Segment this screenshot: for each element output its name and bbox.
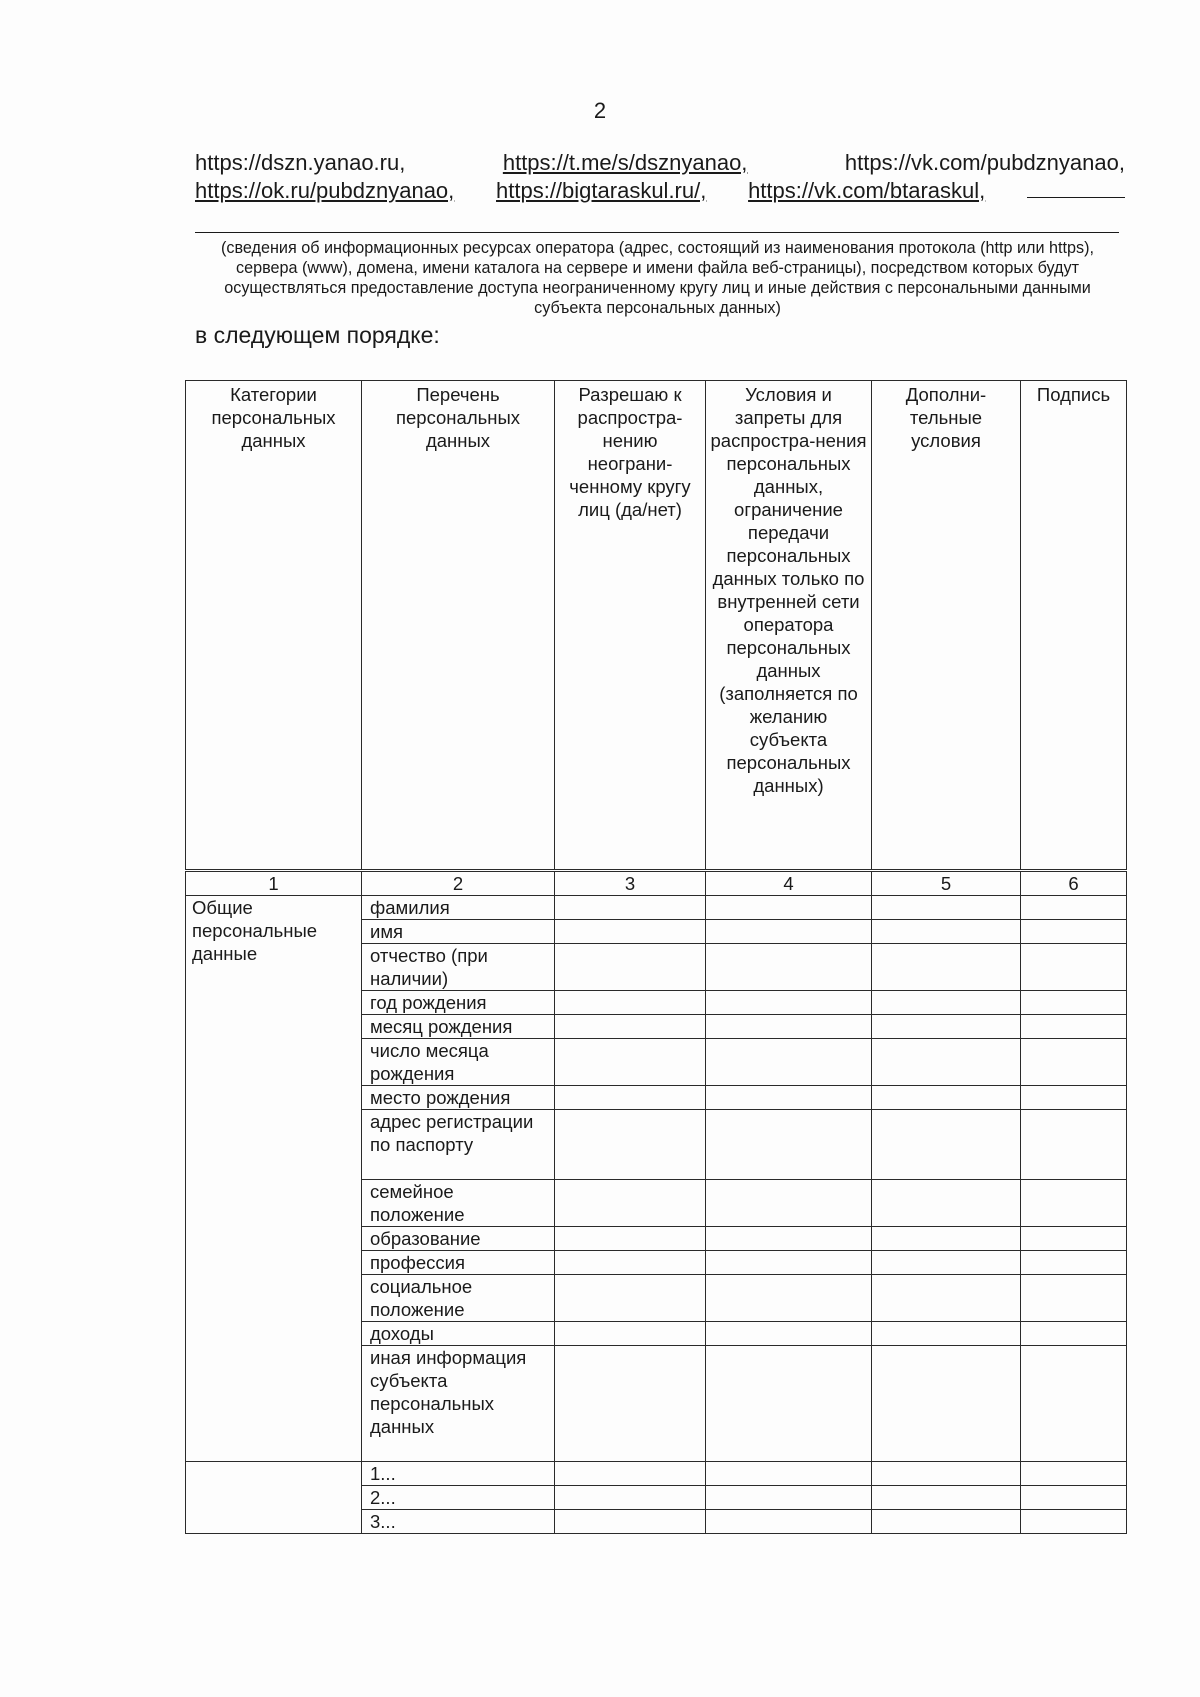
- conditions-cell[interactable]: [706, 920, 872, 944]
- item-cell: 1...: [362, 1462, 555, 1486]
- additional-cell[interactable]: [872, 1251, 1021, 1275]
- conditions-cell[interactable]: [706, 896, 872, 920]
- signature-cell[interactable]: [1021, 1110, 1127, 1180]
- link-vk-btaraskul[interactable]: https://vk.com/btaraskul,: [748, 178, 986, 203]
- conditions-cell[interactable]: [706, 1086, 872, 1110]
- item-cell: профессия: [362, 1251, 555, 1275]
- additional-cell[interactable]: [872, 1086, 1021, 1110]
- permission-cell[interactable]: [555, 1039, 706, 1086]
- permission-cell[interactable]: [555, 1110, 706, 1180]
- additional-cell[interactable]: [872, 1462, 1021, 1486]
- link-telegram[interactable]: https://t.me/s/dsznyanao,: [502, 150, 748, 175]
- permission-cell[interactable]: [555, 1086, 706, 1110]
- additional-cell[interactable]: [872, 1275, 1021, 1322]
- conditions-cell[interactable]: [706, 1322, 872, 1346]
- permission-cell[interactable]: [555, 991, 706, 1015]
- signature-cell[interactable]: [1021, 1486, 1127, 1510]
- item-cell: адрес регистрации по паспорту: [362, 1110, 555, 1180]
- item-cell: имя: [362, 920, 555, 944]
- item-cell: иная информация субъекта персональных данных: [362, 1346, 555, 1462]
- item-cell: место рождения: [362, 1086, 555, 1110]
- conditions-cell[interactable]: [706, 1251, 872, 1275]
- permission-cell[interactable]: [555, 1346, 706, 1462]
- conditions-cell[interactable]: [706, 1275, 872, 1322]
- item-cell: 3...: [362, 1510, 555, 1534]
- signature-cell[interactable]: [1021, 1322, 1127, 1346]
- signature-cell[interactable]: [1021, 1462, 1127, 1486]
- column-number: 4: [706, 871, 872, 896]
- additional-cell[interactable]: [872, 1322, 1021, 1346]
- additional-cell[interactable]: [872, 1180, 1021, 1227]
- permission-cell[interactable]: [555, 1015, 706, 1039]
- column-number: 5: [872, 871, 1021, 896]
- header-permission: Разрешаю к распростра-нению неограни-ченному кругу лиц (да/нет): [555, 381, 706, 871]
- signature-cell[interactable]: [1021, 991, 1127, 1015]
- additional-cell[interactable]: [872, 1486, 1021, 1510]
- column-number: 3: [555, 871, 706, 896]
- item-cell: год рождения: [362, 991, 555, 1015]
- signature-cell[interactable]: [1021, 920, 1127, 944]
- header-signature: Подпись: [1021, 381, 1127, 871]
- signature-cell[interactable]: [1021, 1086, 1127, 1110]
- permission-cell[interactable]: [555, 920, 706, 944]
- category-cell-empty: [186, 1462, 362, 1534]
- signature-cell[interactable]: [1021, 1275, 1127, 1322]
- conditions-cell[interactable]: [706, 1486, 872, 1510]
- table-row: [186, 896, 1127, 920]
- signature-cell[interactable]: [1021, 1346, 1127, 1462]
- conditions-cell[interactable]: [706, 1227, 872, 1251]
- item-cell: отчество (при наличии): [362, 944, 555, 991]
- links-row-2: [195, 177, 1125, 204]
- blank-fill-line: [1027, 177, 1125, 198]
- signature-cell[interactable]: [1021, 1510, 1127, 1534]
- link-dszn[interactable]: https://dszn.yanao.ru,: [195, 150, 406, 175]
- additional-cell[interactable]: [872, 1510, 1021, 1534]
- signature-cell[interactable]: [1021, 1227, 1127, 1251]
- order-heading: в следующем порядке:: [195, 322, 440, 348]
- conditions-cell[interactable]: [706, 991, 872, 1015]
- header-additional: Дополни-тельные условия: [872, 381, 1021, 871]
- header-categories: Категории персональных данных: [186, 381, 362, 871]
- conditions-cell[interactable]: [706, 1039, 872, 1086]
- personal-data-table: [185, 380, 1127, 1534]
- conditions-cell[interactable]: [706, 1462, 872, 1486]
- signature-cell[interactable]: [1021, 1015, 1127, 1039]
- category-cell: Общие персональные данные: [186, 896, 362, 1462]
- conditions-cell[interactable]: [706, 1110, 872, 1180]
- conditions-cell[interactable]: [706, 1180, 872, 1227]
- conditions-cell[interactable]: [706, 1346, 872, 1462]
- additional-cell[interactable]: [872, 1039, 1021, 1086]
- permission-cell[interactable]: [555, 1486, 706, 1510]
- signature-cell[interactable]: [1021, 1180, 1127, 1227]
- item-cell: фамилия: [362, 896, 555, 920]
- additional-cell[interactable]: [872, 991, 1021, 1015]
- page-number: 2: [593, 98, 607, 123]
- additional-cell[interactable]: [872, 920, 1021, 944]
- permission-cell[interactable]: [555, 944, 706, 991]
- permission-cell[interactable]: [555, 1180, 706, 1227]
- item-cell: семейное положение: [362, 1180, 555, 1227]
- additional-cell[interactable]: [872, 1110, 1021, 1180]
- header-row: [186, 381, 1127, 871]
- table-row: [186, 1462, 1127, 1486]
- item-cell: месяц рождения: [362, 1015, 555, 1039]
- permission-cell[interactable]: [555, 1275, 706, 1322]
- permission-cell[interactable]: [555, 1510, 706, 1534]
- column-number: 6: [1021, 871, 1127, 896]
- signature-cell[interactable]: [1021, 1039, 1127, 1086]
- signature-cell[interactable]: [1021, 1251, 1127, 1275]
- resources-note: (сведения об информационных ресурсах оператора (адрес, состоящий из наименования протокола (http или https), сервера (www), домена, имени каталога на сервере и имени файла веб-страницы), посредством которых будут осуществляться предоставление доступа неограниченному кругу лиц и иные действия с персональными данными субъекта персональных данных): [220, 239, 1095, 317]
- item-cell: 2...: [362, 1486, 555, 1510]
- conditions-cell[interactable]: [706, 1015, 872, 1039]
- signature-cell[interactable]: [1021, 944, 1127, 991]
- item-cell: число месяца рождения: [362, 1039, 555, 1086]
- signature-cell[interactable]: [1021, 896, 1127, 920]
- permission-cell[interactable]: [555, 1227, 706, 1251]
- permission-cell[interactable]: [555, 896, 706, 920]
- additional-cell[interactable]: [872, 896, 1021, 920]
- column-number: 2: [362, 871, 555, 896]
- header-conditions: Условия и запреты для распростра-нения персональных данных, ограничение передачи персональных данных только по внутренней сети оператора персональных данных (заполняется по желанию субъекта персональных данных): [706, 381, 872, 871]
- additional-cell[interactable]: [872, 1346, 1021, 1462]
- item-cell: образование: [362, 1227, 555, 1251]
- item-cell: доходы: [362, 1322, 555, 1346]
- additional-cell[interactable]: [872, 1015, 1021, 1039]
- permission-cell[interactable]: [555, 1322, 706, 1346]
- permission-cell[interactable]: [555, 1251, 706, 1275]
- fill-line: [195, 232, 1119, 233]
- conditions-cell[interactable]: [706, 944, 872, 991]
- item-cell: социальное положение: [362, 1275, 555, 1322]
- header-list: Перечень персональных данных: [362, 381, 555, 871]
- link-bigtaraskul[interactable]: https://bigtaraskul.ru/,: [496, 178, 707, 203]
- operator-resources: [195, 150, 1125, 204]
- additional-cell[interactable]: [872, 944, 1021, 991]
- permission-cell[interactable]: [555, 1462, 706, 1486]
- column-number: 1: [186, 871, 362, 896]
- links-row-1: [195, 150, 1125, 177]
- conditions-cell[interactable]: [706, 1510, 872, 1534]
- link-ok[interactable]: https://ok.ru/pubdznyanao,: [195, 178, 455, 203]
- additional-cell[interactable]: [872, 1227, 1021, 1251]
- column-number-row: [186, 871, 1127, 896]
- link-vk-pubdznyanao[interactable]: https://vk.com/pubdznyanao,: [844, 150, 1125, 175]
